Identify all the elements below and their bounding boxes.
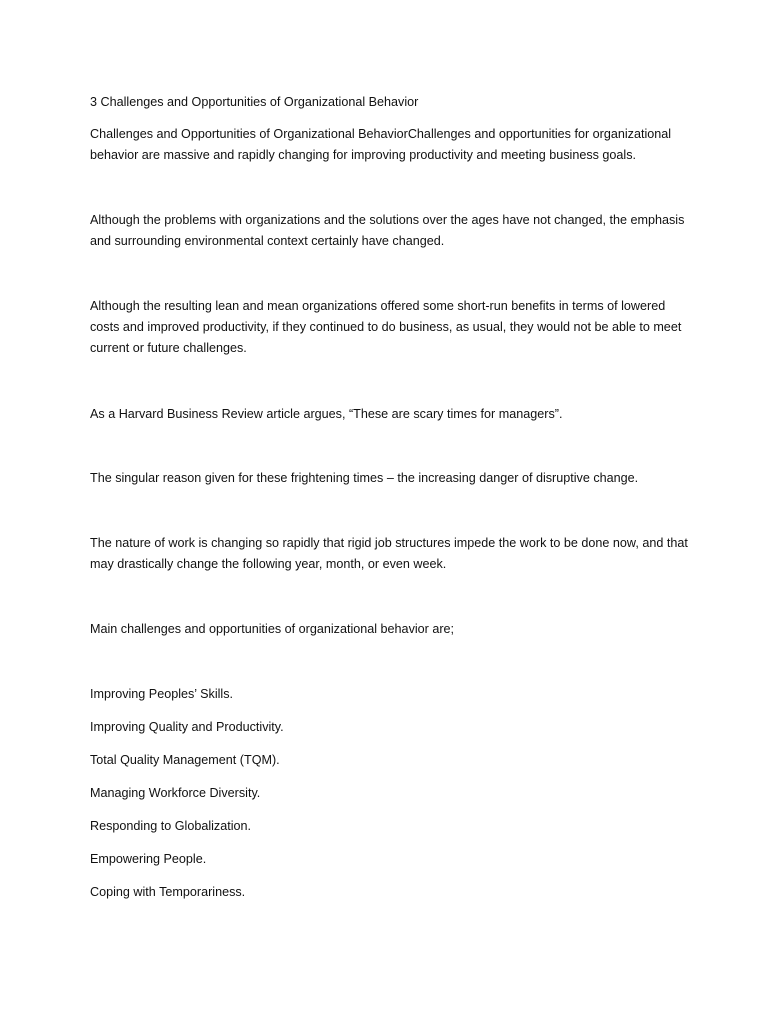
paragraph-nature-of-work: The nature of work is changing so rapidly that rigid job structures impede the work to be done now, and that may drastically change the following year, month, or even week. [90, 536, 688, 571]
list-item: Coping with Temporariness. [90, 885, 246, 899]
paragraph-disruptive-change: The singular reason given for these frightening times – the increasing danger of disruptive change. [90, 471, 639, 485]
list-item: Improving Quality and Productivity. [90, 720, 284, 734]
challenges-list [90, 684, 284, 915]
paragraph-list-intro: Main challenges and opportunities of organizational behavior are; [90, 622, 455, 636]
paragraph-hbr-quote: As a Harvard Business Review article argues, “These are scary times for managers”. [90, 407, 563, 421]
paragraph-lean-organizations: Although the resulting lean and mean organizations offered some short-run benefits in terms of lowered costs and improved productivity, if they continued to do business, as usual, they would not be able to meet current or future challenges. [90, 299, 682, 355]
list-item: Total Quality Management (TQM). [90, 753, 280, 767]
list-item: Empowering People. [90, 852, 207, 866]
document-title: 3 Challenges and Opportunities of Organizational Behavior [90, 95, 419, 109]
paragraph-context: Although the problems with organizations and the solutions over the ages have not changed, the emphasis and surrounding environmental context certainly have changed. [90, 213, 685, 248]
list-item: Responding to Globalization. [90, 819, 252, 833]
paragraph-intro: Challenges and Opportunities of Organizational BehaviorChallenges and opportunities for organizational behavior are massive and rapidly changing for improving productivity and meeting business goals. [90, 127, 672, 162]
list-item: Improving Peoples’ Skills. [90, 687, 234, 701]
list-item: Managing Workforce Diversity. [90, 786, 261, 800]
